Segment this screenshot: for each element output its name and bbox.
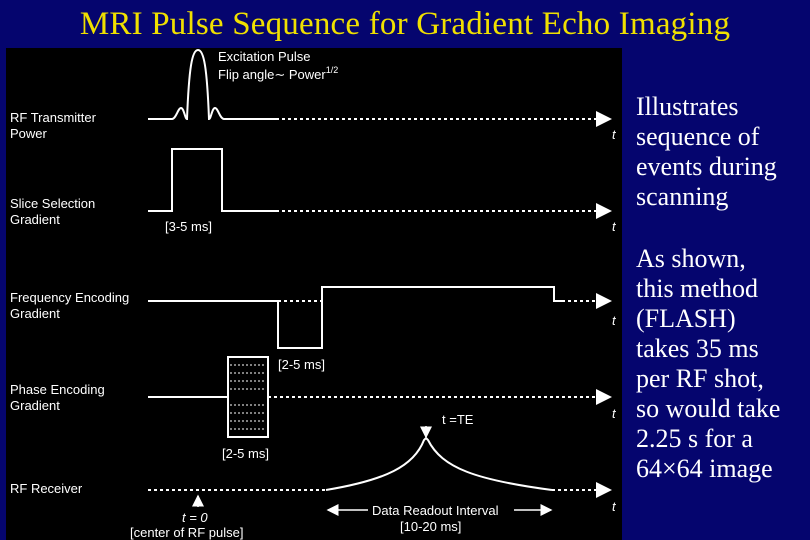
svg-text:Gradient: Gradient [10, 398, 60, 413]
svg-text:Power: Power [10, 126, 47, 141]
pulse-sequence-diagram [6, 48, 622, 540]
svg-text:RF Receiver: RF Receiver [10, 481, 83, 496]
svg-text:Phase Encoding: Phase Encoding [10, 382, 105, 397]
slide-title: MRI Pulse Sequence for Gradient Echo Imaging [79, 6, 731, 42]
side-line: sequence of [636, 122, 760, 151]
svg-text:Gradient: Gradient [10, 306, 60, 321]
side-text-description [636, 92, 806, 212]
svg-text:Gradient: Gradient [10, 212, 60, 227]
te-label: t =TE [442, 412, 474, 427]
side-line: so would take [636, 394, 781, 423]
time-label-receiver: t [612, 499, 616, 514]
rf-receiver-trace [148, 438, 610, 490]
freq-duration-label: [2-5 ms] [278, 357, 325, 372]
side-line: events during [636, 152, 777, 181]
side-line: 64×64 image [636, 454, 773, 483]
side-line: Illustrates [636, 92, 739, 121]
readout-duration: [10-20 ms] [400, 519, 462, 534]
side-line: takes 35 ms [636, 334, 759, 363]
row-label-rf-transmitter [10, 110, 97, 141]
phase-encoding-steps [230, 365, 266, 429]
svg-text:Flip angle∼ Power1/2: Flip angle∼ Power$^{1/2}$ [218, 65, 339, 82]
row-label-frequency-encoding [10, 290, 129, 321]
slice-selection-trace [148, 149, 610, 211]
time-label-frequency: t [612, 313, 616, 328]
time-label-rf-transmitter: t [612, 127, 616, 142]
t0-label: t = 0 [182, 510, 208, 525]
phase-duration-label: [2-5 ms] [222, 446, 269, 461]
side-line: this method [636, 274, 759, 303]
row-label-slice-selection [10, 196, 95, 227]
side-text-timing [636, 244, 806, 484]
excitation-pulse-label [218, 49, 338, 82]
t0-note: [center of RF pulse] [130, 525, 244, 540]
side-line: (FLASH) [636, 304, 736, 333]
frequency-encoding-trace [148, 287, 610, 348]
side-line: As shown, [636, 244, 746, 273]
row-label-phase-encoding [10, 382, 105, 413]
row-label-rf-receiver [10, 481, 83, 496]
svg-text:RF Transmitter: RF Transmitter [10, 110, 96, 125]
slice-duration-label: [3-5 ms] [165, 219, 212, 234]
time-label-slice: t [612, 219, 616, 234]
phase-encoding-trace [148, 357, 610, 437]
readout-label: Data Readout Interval [372, 503, 499, 518]
svg-text:Frequency Encoding: Frequency Encoding [10, 290, 130, 305]
side-line: per RF shot, [636, 364, 764, 393]
svg-text:Slice Selection: Slice Selection [10, 196, 96, 211]
svg-text:Excitation Pulse: Excitation Pulse [218, 49, 311, 64]
side-line: 2.25 s for a [636, 424, 753, 453]
time-label-phase: t [612, 406, 616, 421]
side-line: scanning [636, 182, 729, 211]
